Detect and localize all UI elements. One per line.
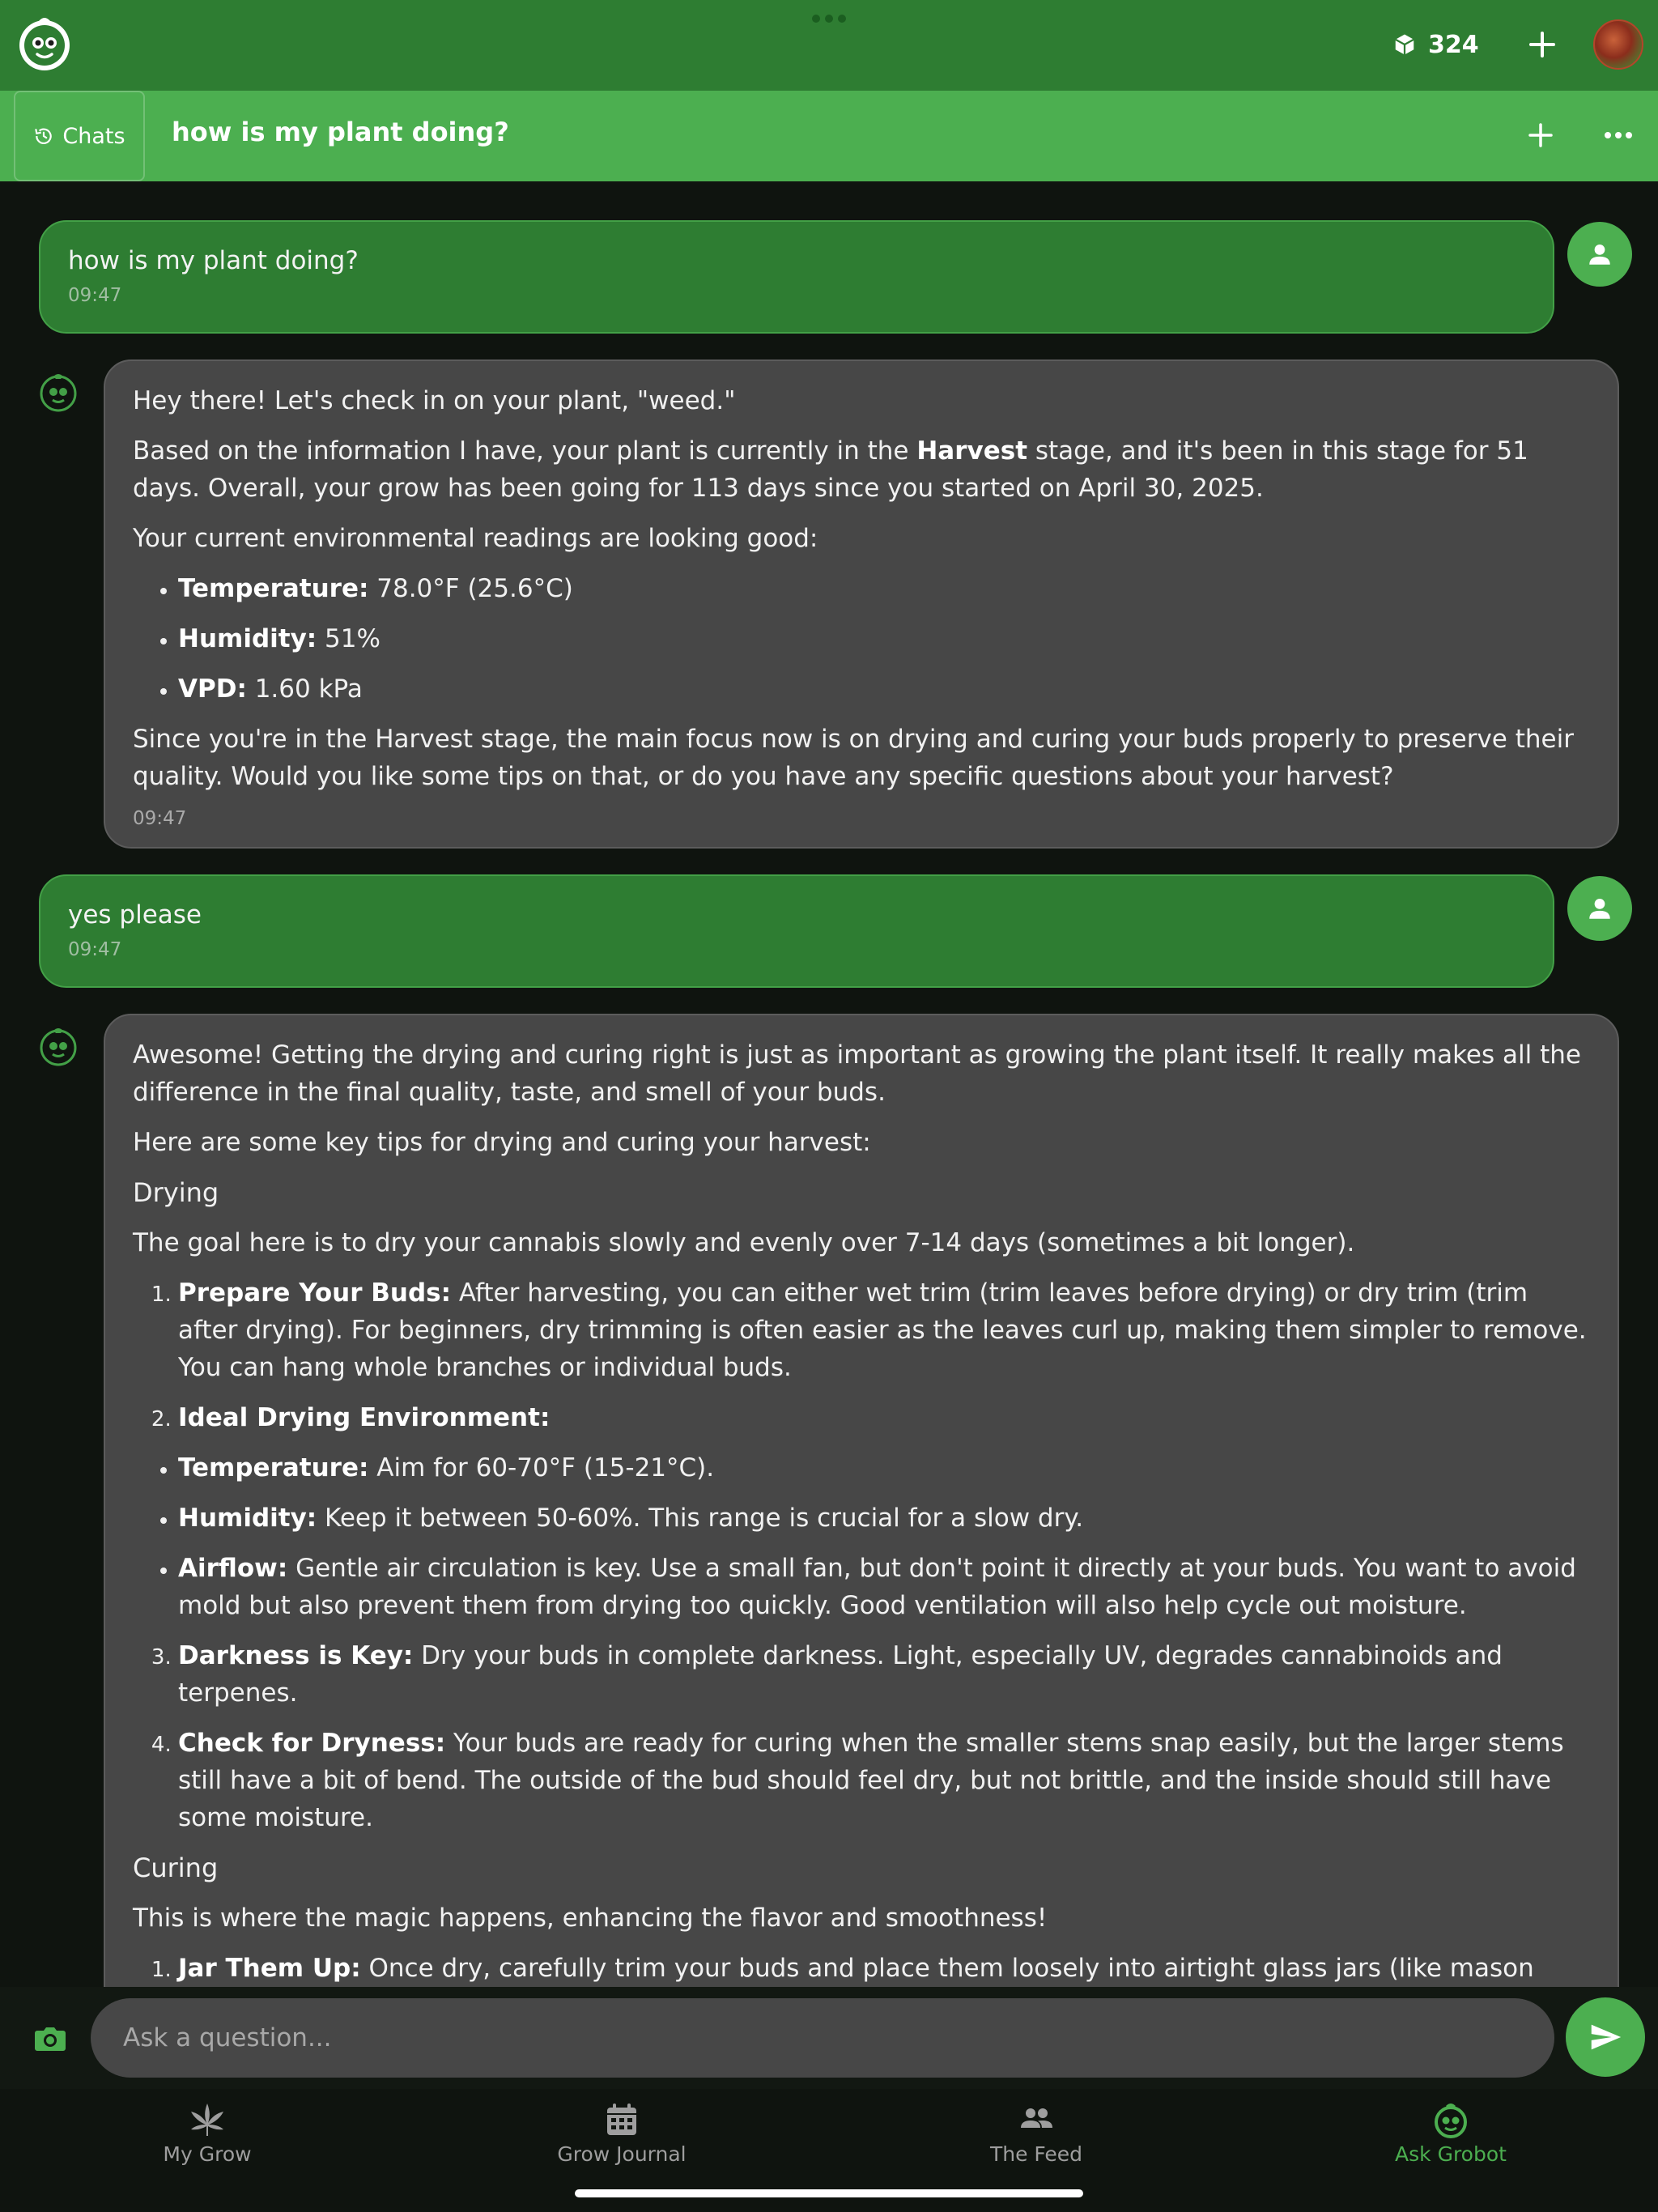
bot-env-intro: Your current environmental readings are looking good: xyxy=(133,524,818,553)
env-readings-list xyxy=(133,570,1590,708)
bot-intro: Awesome! Getting the drying and curing right is just as important as growing the plant itself. It really makes all the difference in the final quality, taste, and smell of your buds. xyxy=(133,1040,1581,1107)
drying-goal: The goal here is to dry your cannabis slowly and evenly over 7-14 days (sometimes a bit longer). xyxy=(133,1228,1355,1257)
user-avatar xyxy=(1567,876,1632,941)
nav-label: My Grow xyxy=(163,2142,252,2166)
curing-step: 1. Jar Them Up: Once dry, carefully trim your buds and place them loosely into airtight glass jars (like mason xyxy=(178,1950,1590,2024)
question-input[interactable] xyxy=(91,1998,1554,2078)
window-drag-handle[interactable] xyxy=(811,15,847,24)
calendar-icon xyxy=(602,2100,641,2139)
message-text: yes please xyxy=(68,900,202,929)
send-button[interactable] xyxy=(1566,1997,1645,2077)
grobot-icon xyxy=(1431,2100,1470,2139)
people-icon xyxy=(1017,2100,1056,2139)
drying-env-item: • Humidity: Keep it between 50-60%. This range is crucial for a slow dry. xyxy=(178,1499,1590,1537)
chats-history-button[interactable] xyxy=(14,91,145,181)
nav-label: Grow Journal xyxy=(557,2142,687,2166)
new-chat-plus-icon[interactable] xyxy=(1520,115,1561,155)
nav-the-feed[interactable] xyxy=(915,2100,1158,2173)
bot-message-bubble xyxy=(104,359,1619,849)
reading-temperature: • Temperature: 78.0°F (25.6°C) xyxy=(178,570,1590,607)
history-icon xyxy=(33,125,54,147)
message-text: how is my plant doing? xyxy=(68,246,359,275)
chat-messages-list[interactable] xyxy=(0,181,1658,1987)
message-time: 09:47 xyxy=(68,285,122,306)
message-time: 09:47 xyxy=(133,808,187,829)
drying-heading: Drying xyxy=(133,1177,219,1208)
person-icon xyxy=(1586,895,1613,922)
profile-avatar[interactable] xyxy=(1593,19,1643,70)
leaf-icon xyxy=(188,2100,227,2139)
drying-step: 2. Ideal Drying Environment: xyxy=(178,1399,1590,1436)
user-message-bubble xyxy=(39,874,1554,988)
nav-ask-grobot[interactable] xyxy=(1329,2100,1572,2173)
user-message-bubble xyxy=(39,220,1554,334)
drying-env-item: • Temperature: Aim for 60-70°F (15-21°C). xyxy=(178,1449,1590,1487)
grobot-avatar-icon xyxy=(37,371,79,413)
new-plant-plus-icon[interactable] xyxy=(1522,24,1562,65)
bot-tips-intro: Here are some key tips for drying and curing your harvest: xyxy=(133,1128,871,1157)
camera-icon[interactable] xyxy=(31,2019,70,2058)
home-indicator[interactable] xyxy=(575,2189,1083,2197)
reading-humidity: • Humidity: 51% xyxy=(178,620,1590,657)
nav-grow-journal[interactable] xyxy=(500,2100,743,2173)
drying-step: 3. Darkness is Key: Dry your buds in complete darkness. Light, especially UV, degrades cannabinoids and terpenes. xyxy=(178,1637,1590,1712)
chat-title: how is my plant doing? xyxy=(172,117,509,147)
send-icon xyxy=(1587,2018,1624,2056)
bot-closing: Since you're in the Harvest stage, the main focus now is on drying and curing your buds properly to preserve their quality. Would you like some tips on that, or do you have any specific questions about your harvest? xyxy=(133,725,1574,791)
bot-message-bubble xyxy=(104,1014,1619,2066)
grobot-avatar-icon xyxy=(37,1025,79,1067)
drying-env-list xyxy=(133,1449,1590,1624)
grobot-logo-icon[interactable] xyxy=(15,13,74,73)
chats-label: Chats xyxy=(62,123,125,149)
user-avatar xyxy=(1567,222,1632,287)
nav-label: The Feed xyxy=(989,2142,1083,2166)
drying-steps-list xyxy=(133,1274,1590,1436)
drying-steps-list-cont xyxy=(133,1637,1590,1836)
cube-icon xyxy=(1392,32,1417,57)
drying-env-item: • Airflow: Gentle air circulation is key. Use a small fan, but don't point it directly at your buds. You want to avoid mold but also prevent them from drying too quickly. Good ventilation will also help cycle out moisture. xyxy=(178,1550,1590,1624)
drying-step: 4. Check for Dryness: Your buds are ready for curing when the smaller stems snap easily, but the larger stems still have a bit of bend. The outside of the bud should feel dry, but not brittle, and the inside should still have some moisture. xyxy=(178,1725,1590,1836)
reading-vpd: • VPD: 1.60 kPa xyxy=(178,670,1590,708)
credits-counter[interactable] xyxy=(1392,26,1479,63)
credits-count: 324 xyxy=(1428,30,1479,59)
drying-step: 1. Prepare Your Buds: After harvesting, you can either wet trim (trim leaves before drying) or dry trim (trim after drying). For beginners, dry trimming is often easier as the leaves curl up, making them simpler to remove. You can hang whole branches or individual buds. xyxy=(178,1274,1590,1386)
curing-intro: This is where the magic happens, enhancing the flavor and smoothness! xyxy=(133,1904,1048,1933)
curing-heading: Curing xyxy=(133,1853,219,1883)
nav-label: Ask Grobot xyxy=(1395,2142,1507,2166)
bot-greeting: Hey there! Let's check in on your plant, "weed." xyxy=(133,386,736,415)
nav-my-grow[interactable] xyxy=(86,2100,329,2173)
bot-stage-summary: Based on the information I have, your plant is currently in the Harvest stage, and it's been in this stage for 51 days. Overall, your grow has been going for 113 days since you started on April 30, 2025. xyxy=(133,436,1528,503)
more-options-icon[interactable] xyxy=(1598,115,1639,155)
message-time: 09:47 xyxy=(68,939,122,960)
person-icon xyxy=(1586,240,1613,268)
